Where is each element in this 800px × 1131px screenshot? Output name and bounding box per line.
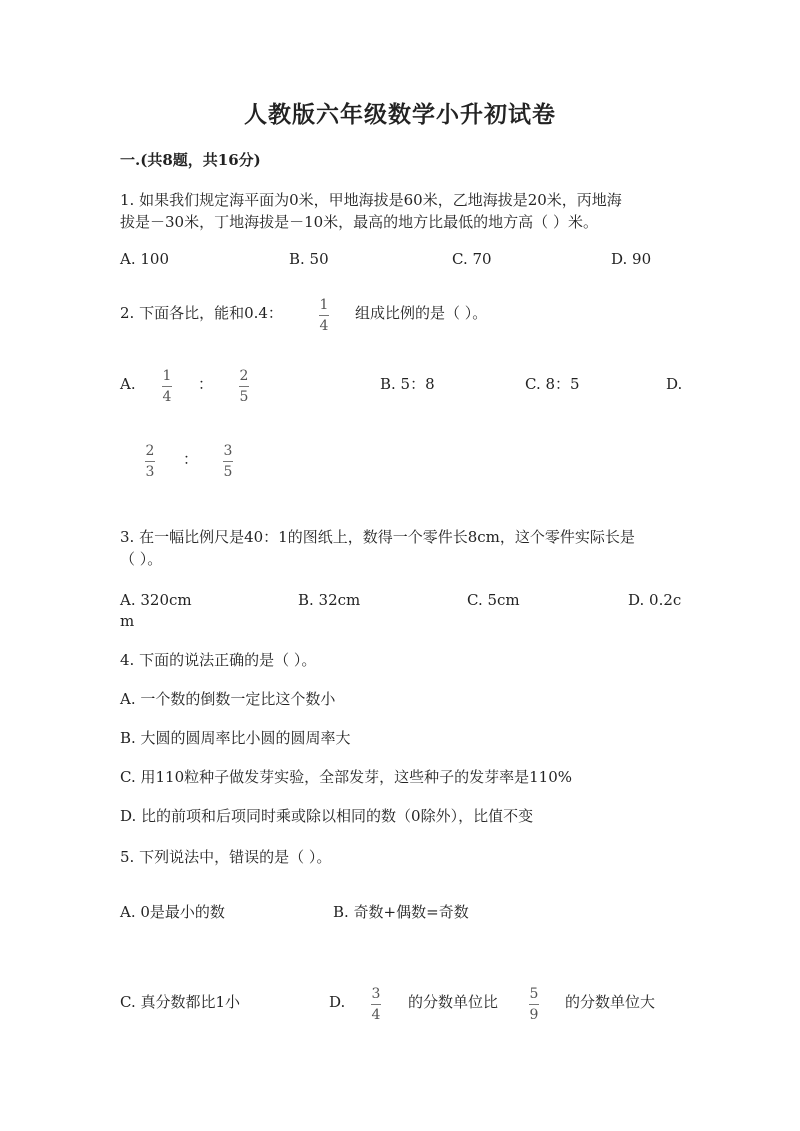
q3-option-b: B. 32cm	[298, 591, 361, 609]
q1-option-b: B. 50	[289, 250, 329, 268]
q5-option-d-fraction-2	[522, 986, 546, 1023]
fraction-denominator: 9	[529, 1007, 539, 1023]
fraction-numerator: 3	[223, 443, 233, 459]
q1-stem-line1: 1. 如果我们规定海平面为0米，甲地海拔是60米，乙地海拔是20米，丙地海	[120, 191, 622, 209]
section-heading: 一.(共8题，共16分)	[120, 151, 261, 169]
q5-option-a: A. 0是最小的数	[120, 903, 225, 921]
fraction-denominator: 4	[319, 318, 329, 334]
fraction-bar	[162, 386, 172, 387]
fraction-numerator: 5	[529, 986, 539, 1002]
q3-option-a: A. 320cm	[120, 591, 192, 609]
q1-option-c: C. 70	[452, 250, 492, 268]
q2-option-a-fraction-1	[155, 368, 179, 405]
q4-option-a: A. 一个数的倒数一定比这个数小	[120, 690, 336, 708]
q3-option-d-line2: m	[120, 612, 135, 630]
q4-option-b: B. 大圆的圆周率比小圆的圆周率大	[120, 729, 351, 747]
q2-option-a-fraction-2	[232, 368, 256, 405]
fraction-denominator: 4	[371, 1007, 381, 1023]
page-title: 人教版六年级数学小升初试卷	[244, 101, 556, 128]
q5-option-d-label: D.	[329, 993, 346, 1011]
q4-option-c: C. 用110粒种子做发芽实验，全部发芽，这些种子的发芽率是110%	[120, 768, 572, 786]
q2-option-c: C. 8：5	[525, 375, 580, 393]
q5-option-d-middle-text: 的分数单位比	[408, 993, 499, 1011]
q3-option-c: C. 5cm	[467, 591, 520, 609]
fraction-denominator: 5	[239, 389, 249, 405]
q2-stem-fraction	[312, 297, 336, 334]
q3-stem-line1: 3. 在一幅比例尺是40：1的图纸上，数得一个零件长8cm，这个零件实际长是	[120, 528, 635, 546]
fraction-bar	[239, 386, 249, 387]
q5-option-d-fraction-1	[364, 986, 388, 1023]
q3-option-d-line1: D. 0.2c	[628, 591, 682, 609]
fraction-denominator: 3	[145, 464, 155, 480]
fraction-numerator: 3	[371, 986, 381, 1002]
fraction-bar	[145, 461, 155, 462]
q5-option-d-end-text: 的分数单位大	[565, 993, 656, 1011]
q2-option-a-label: A.	[120, 375, 136, 393]
fraction-bar	[319, 315, 329, 316]
q1-stem-line2: 拔是－30米，丁地海拔是－10米，最高的地方比最低的地方高（ ）米。	[120, 213, 598, 231]
fraction-bar	[371, 1004, 381, 1005]
q2-stem-suffix: 组成比例的是（ ）。	[355, 304, 488, 322]
fraction-numerator: 1	[319, 297, 329, 313]
q2-option-d-fraction-2	[216, 443, 240, 480]
q5-option-c: C. 真分数都比1小	[120, 993, 241, 1011]
q2-stem-prefix: 2. 下面各比，能和0.4：	[120, 304, 283, 322]
fraction-bar	[529, 1004, 539, 1005]
q2-option-b: B. 5：8	[380, 375, 435, 393]
q1-option-a: A. 100	[120, 250, 169, 268]
q4-stem: 4. 下面的说法正确的是（ ）。	[120, 651, 317, 669]
fraction-denominator: 5	[223, 464, 233, 480]
q3-stem-line2: （ ）。	[120, 550, 163, 568]
q5-option-b: B. 奇数+偶数=奇数	[333, 903, 469, 921]
q2-option-a-colon: ：	[198, 375, 214, 393]
q2-option-d-label: D.	[666, 375, 683, 393]
q2-option-d-fraction-1	[138, 443, 162, 480]
fraction-numerator: 1	[162, 368, 172, 384]
q2-option-d-colon: ：	[183, 450, 199, 468]
q1-option-d: D. 90	[611, 250, 652, 268]
fraction-numerator: 2	[145, 443, 155, 459]
q5-stem: 5. 下列说法中，错误的是（ ）。	[120, 848, 332, 866]
fraction-bar	[223, 461, 233, 462]
q4-option-d: D. 比的前项和后项同时乘或除以相同的数（0除外），比值不变	[120, 807, 534, 825]
fraction-denominator: 4	[162, 389, 172, 405]
fraction-numerator: 2	[239, 368, 249, 384]
